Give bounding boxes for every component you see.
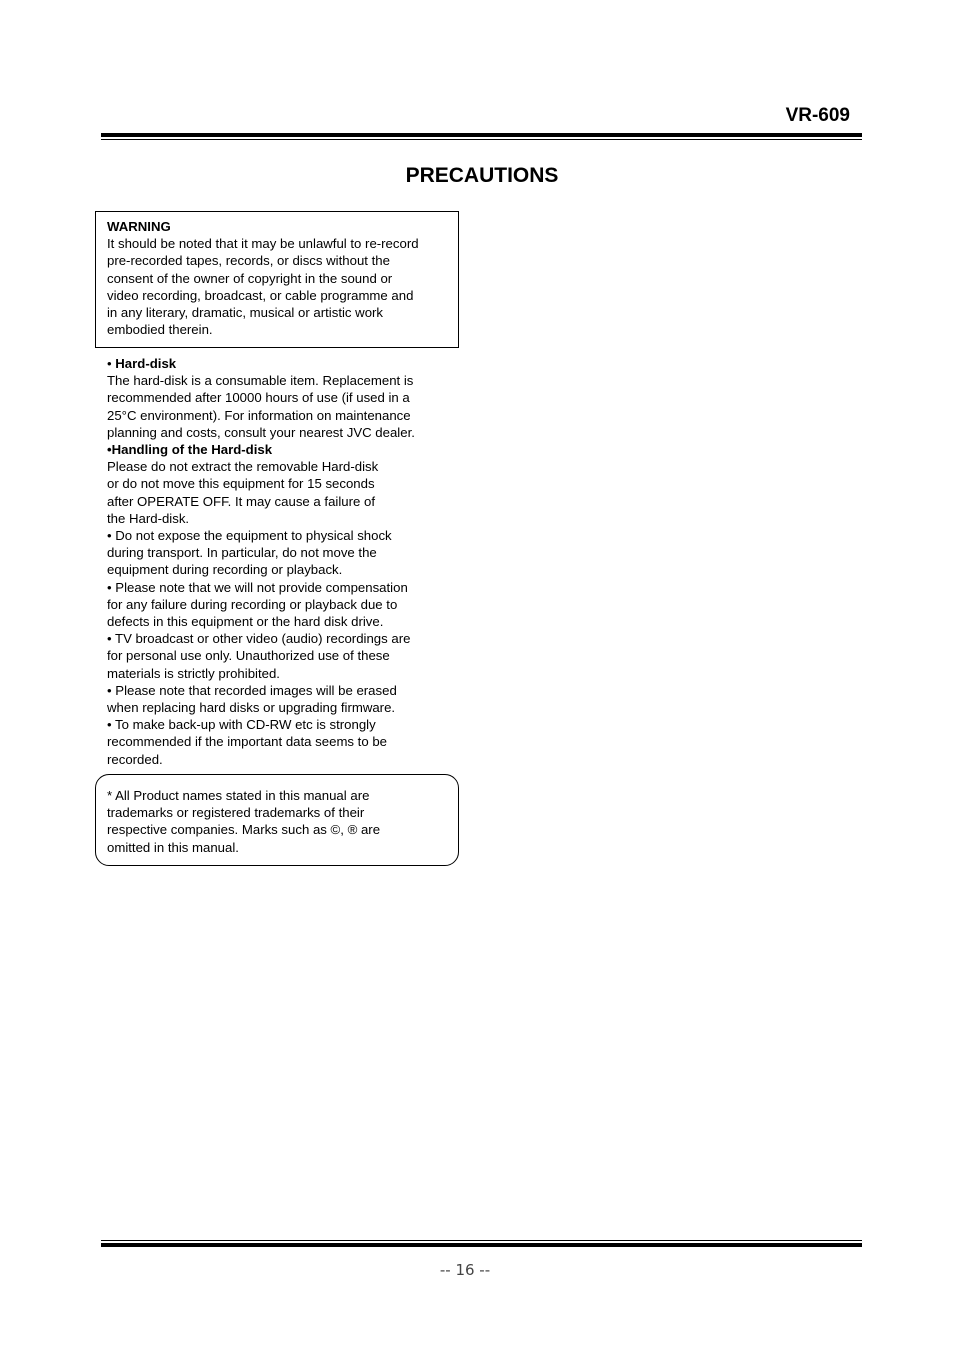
warning-line: It should be noted that it may be unlawful to re-record: [107, 236, 419, 252]
warning-line: video recording, broadcast, or cable programme and: [107, 287, 414, 303]
hard-disk-heading: Hard-disk: [115, 356, 177, 371]
page-title: PRECAUTIONS: [405, 164, 559, 187]
handling-line: • Please note that recorded images will be erased: [107, 682, 397, 698]
handling-heading: •Handling of the Hard-disk: [107, 442, 273, 458]
bullet: •: [107, 356, 116, 371]
handling-line: for personal use only. Unauthorized use of these: [107, 648, 390, 664]
trademark-notice-box: [95, 774, 459, 866]
trademark-line: trademarks or registered trademarks of their: [107, 805, 365, 821]
handling-line: • TV broadcast or other video (audio) recordings are: [107, 631, 411, 647]
page-number: -- 16 --: [439, 1261, 491, 1279]
handling-line: • Do not expose the equipment to physical shock: [107, 528, 392, 544]
footer-rule: [101, 1240, 862, 1248]
handling-line: recommended if the important data seems to be: [107, 734, 388, 750]
handling-line: materials is strictly prohibited.: [107, 665, 280, 681]
handling-line: when replacing hard disks or upgrading firmware.: [107, 700, 396, 716]
trademark-line: * All Product names stated in this manual are: [107, 788, 370, 803]
handling-line: defects in this equipment or the hard disk drive.: [107, 614, 384, 630]
handling-line: • Please note that we will not provide compensation: [107, 579, 408, 595]
warning-line: consent of the owner of copyright in the sound or: [107, 270, 393, 286]
handling-line: recorded.: [107, 751, 163, 767]
handling-line: equipment during recording or playback.: [107, 562, 343, 578]
handling-line: after OPERATE OFF. It may cause a failure of: [107, 493, 375, 509]
hard-disk-line: recommended after 10000 hours of use (if used in a: [107, 390, 410, 406]
handling-line: Please do not extract the removable Hard-disk: [107, 459, 379, 475]
handling-line: for any failure during recording or playback due to: [107, 596, 398, 612]
warning-line: embodied therein.: [107, 322, 213, 338]
hard-disk-heading-line: [107, 355, 467, 372]
hard-disk-line: 25°C environment). For information on maintenance: [107, 407, 411, 423]
handling-line: • To make back-up with CD-RW etc is strongly: [107, 717, 376, 733]
model-number: VR-609: [785, 105, 850, 126]
warning-heading: WARNING: [107, 219, 171, 234]
trademark-line: omitted in this manual.: [107, 839, 239, 855]
handling-line: the Hard-disk.: [107, 510, 190, 526]
handling-line: during transport. In particular, do not move the: [107, 545, 377, 561]
handling-line: or do not move this equipment for 15 seconds: [107, 476, 375, 492]
hard-disk-line: The hard-disk is a consumable item. Replacement is: [107, 373, 414, 389]
precautions-body: [107, 355, 467, 768]
trademark-line: respective companies. Marks such as ©, ® are: [107, 822, 381, 838]
warning-line: in any literary, dramatic, musical or artistic work: [107, 305, 384, 321]
header-rule: [101, 133, 862, 140]
hard-disk-line: planning and costs, consult your nearest JVC dealer.: [107, 424, 415, 440]
warning-line: pre-recorded tapes, records, or discs without the: [107, 253, 390, 269]
warning-box: [95, 211, 459, 348]
